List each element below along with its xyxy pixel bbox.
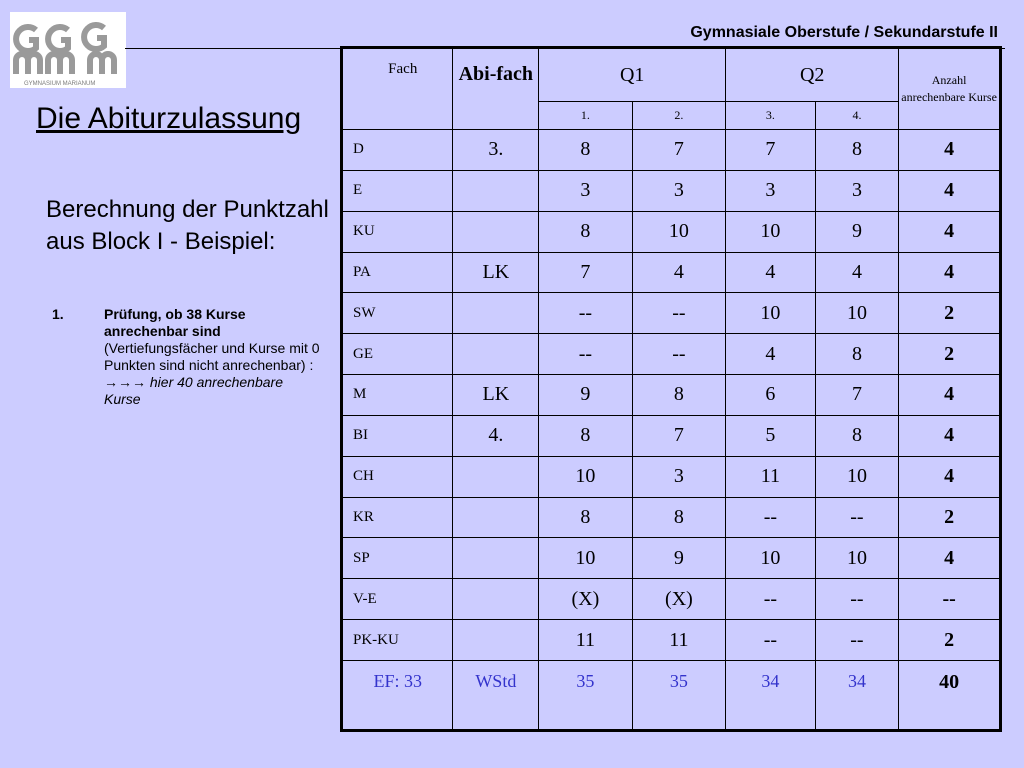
cell-abi bbox=[453, 579, 539, 620]
cell-score: (X) bbox=[632, 579, 726, 620]
note-body bbox=[104, 306, 322, 408]
cell-score: 8 bbox=[815, 415, 899, 456]
cell-fach: PK-KU bbox=[342, 620, 453, 661]
cell-score: 7 bbox=[632, 130, 726, 171]
cell-anzahl: 4 bbox=[899, 456, 1001, 497]
header-title: Gymnasiale Oberstufe / Sekundarstufe II bbox=[690, 24, 998, 41]
header-q1: Q1 bbox=[539, 48, 726, 102]
cell-anzahl: 4 bbox=[899, 211, 1001, 252]
cell-score: 9 bbox=[632, 538, 726, 579]
grades-table bbox=[340, 46, 1002, 732]
cell-anzahl: 4 bbox=[899, 375, 1001, 416]
cell-score: -- bbox=[815, 579, 899, 620]
cell-score: 10 bbox=[815, 538, 899, 579]
footer-wstd-value: 34 bbox=[726, 661, 815, 731]
cell-score: -- bbox=[632, 334, 726, 375]
cell-score: 10 bbox=[539, 456, 633, 497]
cell-score: 10 bbox=[539, 538, 633, 579]
footer-wstd-value: 34 bbox=[815, 661, 899, 731]
cell-fach: E bbox=[342, 170, 453, 211]
header-semester-1: 1. bbox=[539, 102, 633, 130]
header-anzahl: Anzahl anrechenbare Kurse bbox=[899, 48, 1001, 130]
cell-anzahl: 2 bbox=[899, 620, 1001, 661]
cell-fach: CH bbox=[342, 456, 453, 497]
cell-score: 11 bbox=[539, 620, 633, 661]
cell-score: 8 bbox=[815, 334, 899, 375]
table-row bbox=[342, 415, 1001, 456]
cell-score: -- bbox=[632, 293, 726, 334]
cell-score: 6 bbox=[726, 375, 815, 416]
cell-anzahl: 4 bbox=[899, 252, 1001, 293]
cell-score: 8 bbox=[632, 497, 726, 538]
footer-wstd-value: 35 bbox=[632, 661, 726, 731]
header-fach: Fach bbox=[342, 48, 453, 130]
school-logo bbox=[10, 12, 126, 88]
cell-abi bbox=[453, 334, 539, 375]
cell-fach: KU bbox=[342, 211, 453, 252]
cell-score: 7 bbox=[815, 375, 899, 416]
cell-score: 8 bbox=[815, 130, 899, 171]
cell-abi: LK bbox=[453, 252, 539, 293]
cell-score: 10 bbox=[726, 293, 815, 334]
cell-score: -- bbox=[815, 497, 899, 538]
cell-anzahl: 2 bbox=[899, 497, 1001, 538]
table-row bbox=[342, 170, 1001, 211]
cell-score: 10 bbox=[726, 538, 815, 579]
footer-wstd: WStd bbox=[453, 661, 539, 731]
cell-abi bbox=[453, 293, 539, 334]
table-row bbox=[342, 293, 1001, 334]
cell-score: 10 bbox=[815, 293, 899, 334]
cell-score: (X) bbox=[539, 579, 633, 620]
cell-anzahl: 2 bbox=[899, 334, 1001, 375]
cell-score: 8 bbox=[632, 375, 726, 416]
cell-score: 4 bbox=[726, 252, 815, 293]
cell-score: -- bbox=[539, 293, 633, 334]
header-q2: Q2 bbox=[726, 48, 899, 102]
note-italic-text: hier 40 anrechenbare Kurse bbox=[104, 374, 283, 407]
header-semester-4: 4. bbox=[815, 102, 899, 130]
cell-score: -- bbox=[539, 334, 633, 375]
cell-score: 11 bbox=[726, 456, 815, 497]
table-row bbox=[342, 375, 1001, 416]
table-row bbox=[342, 538, 1001, 579]
cell-anzahl: 4 bbox=[899, 170, 1001, 211]
cell-score: 3 bbox=[726, 170, 815, 211]
table-row bbox=[342, 252, 1001, 293]
cell-score: 7 bbox=[726, 130, 815, 171]
cell-score: 4 bbox=[632, 252, 726, 293]
cell-abi bbox=[453, 170, 539, 211]
cell-fach: D bbox=[342, 130, 453, 171]
cell-score: 9 bbox=[539, 375, 633, 416]
cell-score: 10 bbox=[815, 456, 899, 497]
header-semester-2: 2. bbox=[632, 102, 726, 130]
cell-score: -- bbox=[726, 497, 815, 538]
logo-caption: GYMNASIUM MARIANUM bbox=[24, 81, 96, 87]
table-row bbox=[342, 579, 1001, 620]
table-row bbox=[342, 456, 1001, 497]
cell-fach: GE bbox=[342, 334, 453, 375]
cell-abi: 3. bbox=[453, 130, 539, 171]
cell-abi bbox=[453, 211, 539, 252]
cell-fach: PA bbox=[342, 252, 453, 293]
cell-anzahl: -- bbox=[899, 579, 1001, 620]
cell-score: 11 bbox=[632, 620, 726, 661]
cell-score: 4 bbox=[815, 252, 899, 293]
header-semester-3: 3. bbox=[726, 102, 815, 130]
cell-fach: V-E bbox=[342, 579, 453, 620]
table-row bbox=[342, 497, 1001, 538]
note-text: (Vertiefungsfächer und Kurse mit 0 Punkten sind nicht anrechenbar) : bbox=[104, 340, 320, 373]
table-row bbox=[342, 334, 1001, 375]
cell-score: 7 bbox=[539, 252, 633, 293]
cell-score: -- bbox=[815, 620, 899, 661]
cell-fach: BI bbox=[342, 415, 453, 456]
footer-ef: EF: 33 bbox=[342, 661, 453, 731]
cell-score: 8 bbox=[539, 415, 633, 456]
slide-title: Die Abiturzulassung bbox=[36, 102, 302, 135]
cell-score: 3 bbox=[815, 170, 899, 211]
arrow-icon: →→→ bbox=[104, 374, 146, 390]
cell-score: 4 bbox=[726, 334, 815, 375]
cell-abi bbox=[453, 456, 539, 497]
cell-abi: 4. bbox=[453, 415, 539, 456]
cell-score: -- bbox=[726, 620, 815, 661]
cell-anzahl: 4 bbox=[899, 130, 1001, 171]
cell-anzahl: 4 bbox=[899, 415, 1001, 456]
cell-score: 5 bbox=[726, 415, 815, 456]
cell-score: 8 bbox=[539, 211, 633, 252]
cell-score: 3 bbox=[632, 456, 726, 497]
cell-score: 10 bbox=[632, 211, 726, 252]
cell-fach: SW bbox=[342, 293, 453, 334]
table-row bbox=[342, 130, 1001, 171]
cell-abi bbox=[453, 538, 539, 579]
footer-total: 40 bbox=[899, 661, 1001, 731]
table-row bbox=[342, 211, 1001, 252]
cell-anzahl: 2 bbox=[899, 293, 1001, 334]
table-row bbox=[342, 620, 1001, 661]
cell-abi bbox=[453, 497, 539, 538]
cell-abi: LK bbox=[453, 375, 539, 416]
slide-subtitle: Berechnung der Punktzahl aus Block I - Beispiel: bbox=[46, 196, 329, 255]
note-number: 1. bbox=[52, 306, 64, 322]
cell-score: 8 bbox=[539, 130, 633, 171]
cell-abi bbox=[453, 620, 539, 661]
cell-fach: KR bbox=[342, 497, 453, 538]
cell-score: -- bbox=[726, 579, 815, 620]
cell-anzahl: 4 bbox=[899, 538, 1001, 579]
table-footer-row bbox=[342, 661, 1001, 731]
cell-score: 8 bbox=[539, 497, 633, 538]
cell-fach: SP bbox=[342, 538, 453, 579]
cell-score: 10 bbox=[726, 211, 815, 252]
cell-score: 3 bbox=[632, 170, 726, 211]
footer-wstd-value: 35 bbox=[539, 661, 633, 731]
header-abifach: Abi-fach bbox=[453, 48, 539, 130]
cell-score: 9 bbox=[815, 211, 899, 252]
cell-fach: M bbox=[342, 375, 453, 416]
cell-score: 3 bbox=[539, 170, 633, 211]
note-bold-text: Prüfung, ob 38 Kurse anrechenbar sind bbox=[104, 306, 246, 339]
cell-score: 7 bbox=[632, 415, 726, 456]
